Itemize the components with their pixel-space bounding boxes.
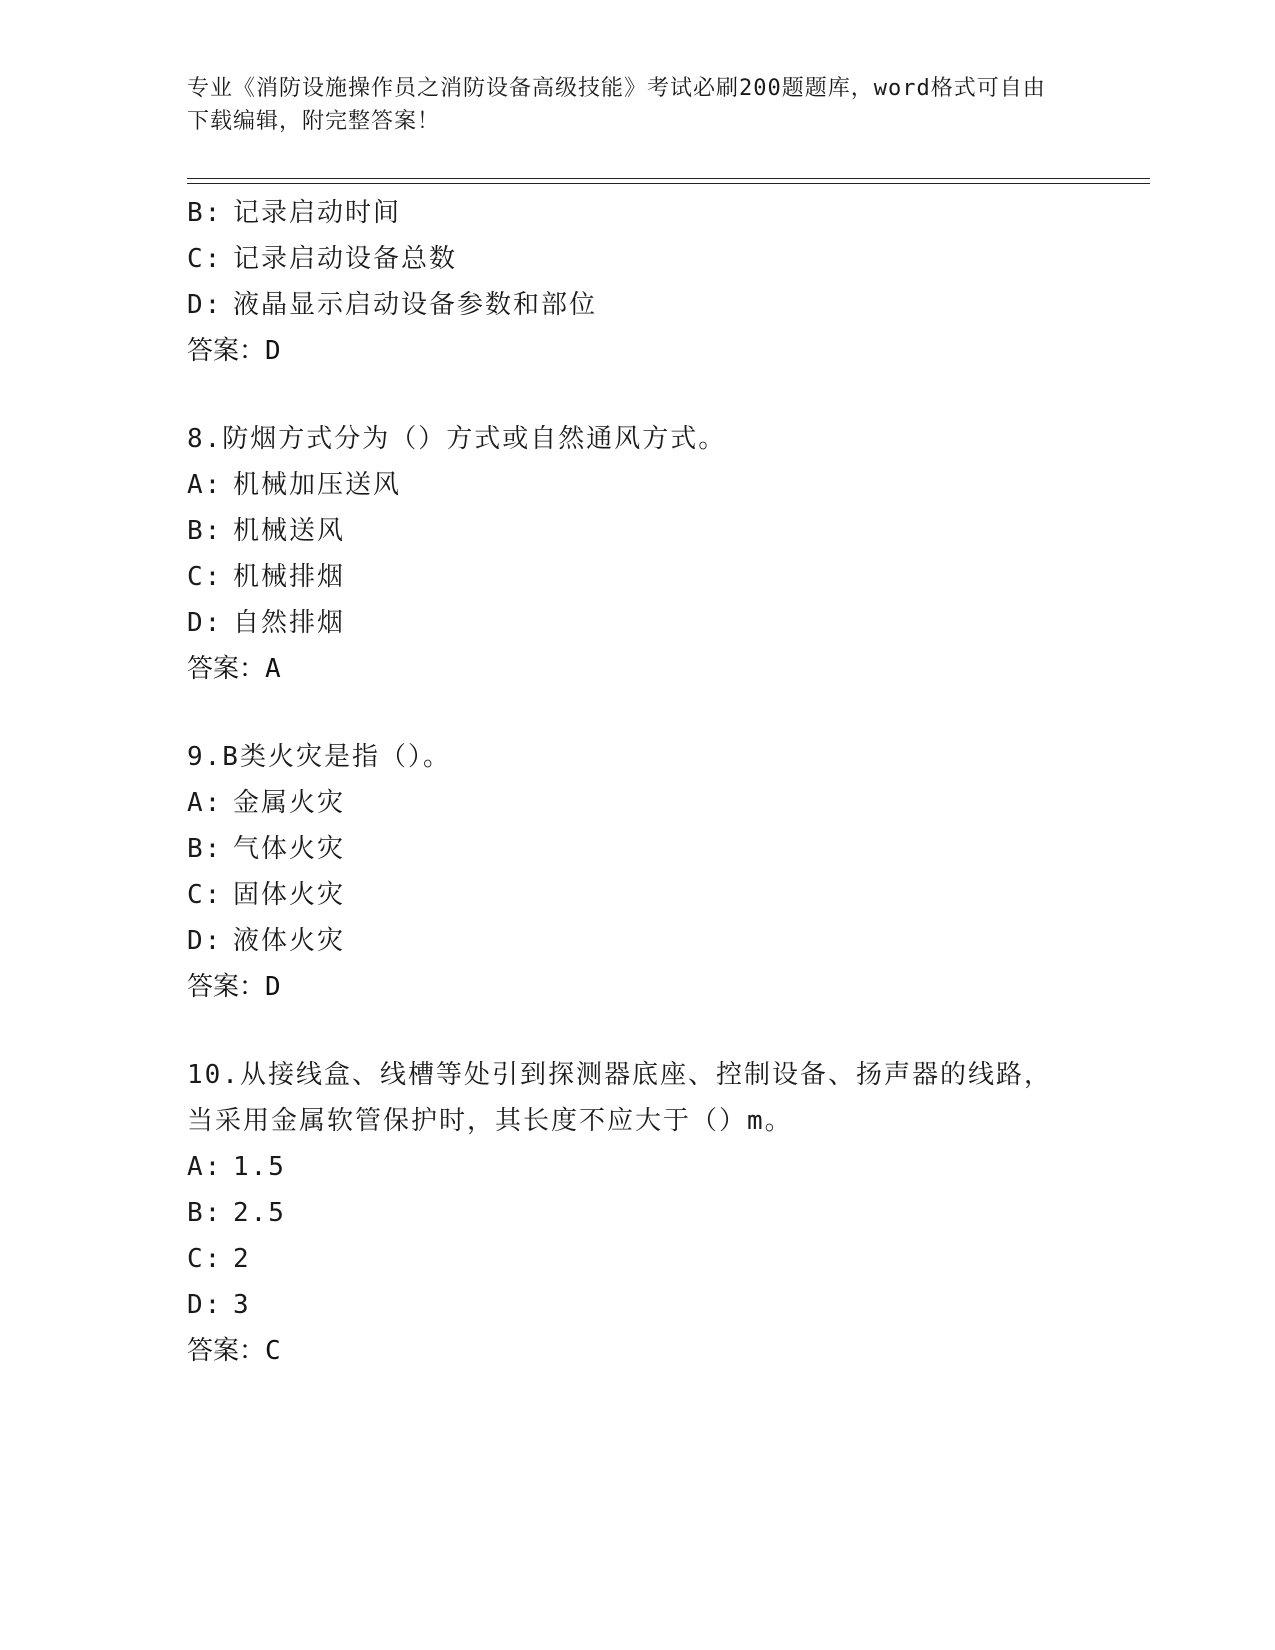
option-b [187,190,1087,236]
option-key: C: [187,244,223,274]
question-text: 10.从接线盒、线槽等处引到探测器底座、控制设备、扬声器的线路，当采用金属软管保护时，其长度不应大于（）m。 [187,1060,1052,1136]
option-text: 记录启动设备总数 [233,244,458,274]
option-d [187,1282,1087,1328]
answer-label: 答案： [187,654,266,684]
option-c [187,554,1087,600]
spacer [187,1010,1087,1052]
header-divider-top [187,178,1150,179]
option-d [187,918,1087,964]
question-text: 8.防烟方式分为（）方式或自然通风方式。 [187,424,727,454]
answer-line [187,964,1087,1010]
spacer [187,374,1087,416]
option-text: 液体火灾 [233,926,346,956]
option-key: A: [187,1152,223,1182]
option-a [187,780,1087,826]
option-text: 1.5 [233,1152,286,1182]
header-text: 专业《消防设施操作员之消防设备高级技能》考试必刷200题题库，word格式可自由下载编辑，附完整答案！ [187,76,1046,134]
option-d [187,282,1087,328]
option-text: 3 [233,1290,251,1320]
answer-value: D [265,336,281,366]
option-key: C: [187,562,223,592]
question-block-7-continued [187,190,1087,374]
answer-label: 答案： [187,1336,266,1366]
answer-value: A [265,654,281,684]
option-text: 机械加压送风 [233,470,402,500]
option-text: 机械排烟 [233,562,346,592]
option-text: 2.5 [233,1198,286,1228]
question-list [187,190,1087,1374]
option-key: B: [187,198,223,228]
answer-label: 答案： [187,972,266,1002]
option-a [187,1144,1087,1190]
option-key: B: [187,834,223,864]
spacer [187,692,1087,734]
option-text: 机械送风 [233,516,346,546]
document-header [187,72,1067,138]
option-key: B: [187,516,223,546]
option-text: 自然排烟 [233,608,346,638]
option-key: C: [187,880,223,910]
option-text: 2 [233,1244,251,1274]
question-block-9 [187,734,1087,1010]
option-c [187,1236,1087,1282]
option-c [187,236,1087,282]
header-divider-bottom [187,183,1150,184]
option-d [187,600,1087,646]
answer-line [187,1328,1087,1374]
answer-value: C [265,1336,281,1366]
option-key: B: [187,1198,223,1228]
option-text: 气体火灾 [233,834,346,864]
option-b [187,508,1087,554]
option-a [187,462,1087,508]
option-text: 记录启动时间 [233,198,402,228]
option-key: A: [187,470,223,500]
option-key: D: [187,608,223,638]
option-key: C: [187,1244,223,1274]
question-block-8 [187,416,1087,692]
option-b [187,1190,1087,1236]
option-key: A: [187,788,223,818]
option-key: D: [187,290,223,320]
answer-line [187,328,1087,374]
answer-value: D [265,972,281,1002]
option-b [187,826,1087,872]
option-key: D: [187,926,223,956]
question-text: 9.B类火灾是指（）。 [187,742,451,772]
option-c [187,872,1087,918]
option-text: 金属火灾 [233,788,346,818]
answer-label: 答案： [187,336,266,366]
option-key: D: [187,1290,223,1320]
option-text: 液晶显示启动设备参数和部位 [233,290,598,320]
option-text: 固体火灾 [233,880,346,910]
answer-line [187,646,1087,692]
question-block-10 [187,1052,1087,1374]
